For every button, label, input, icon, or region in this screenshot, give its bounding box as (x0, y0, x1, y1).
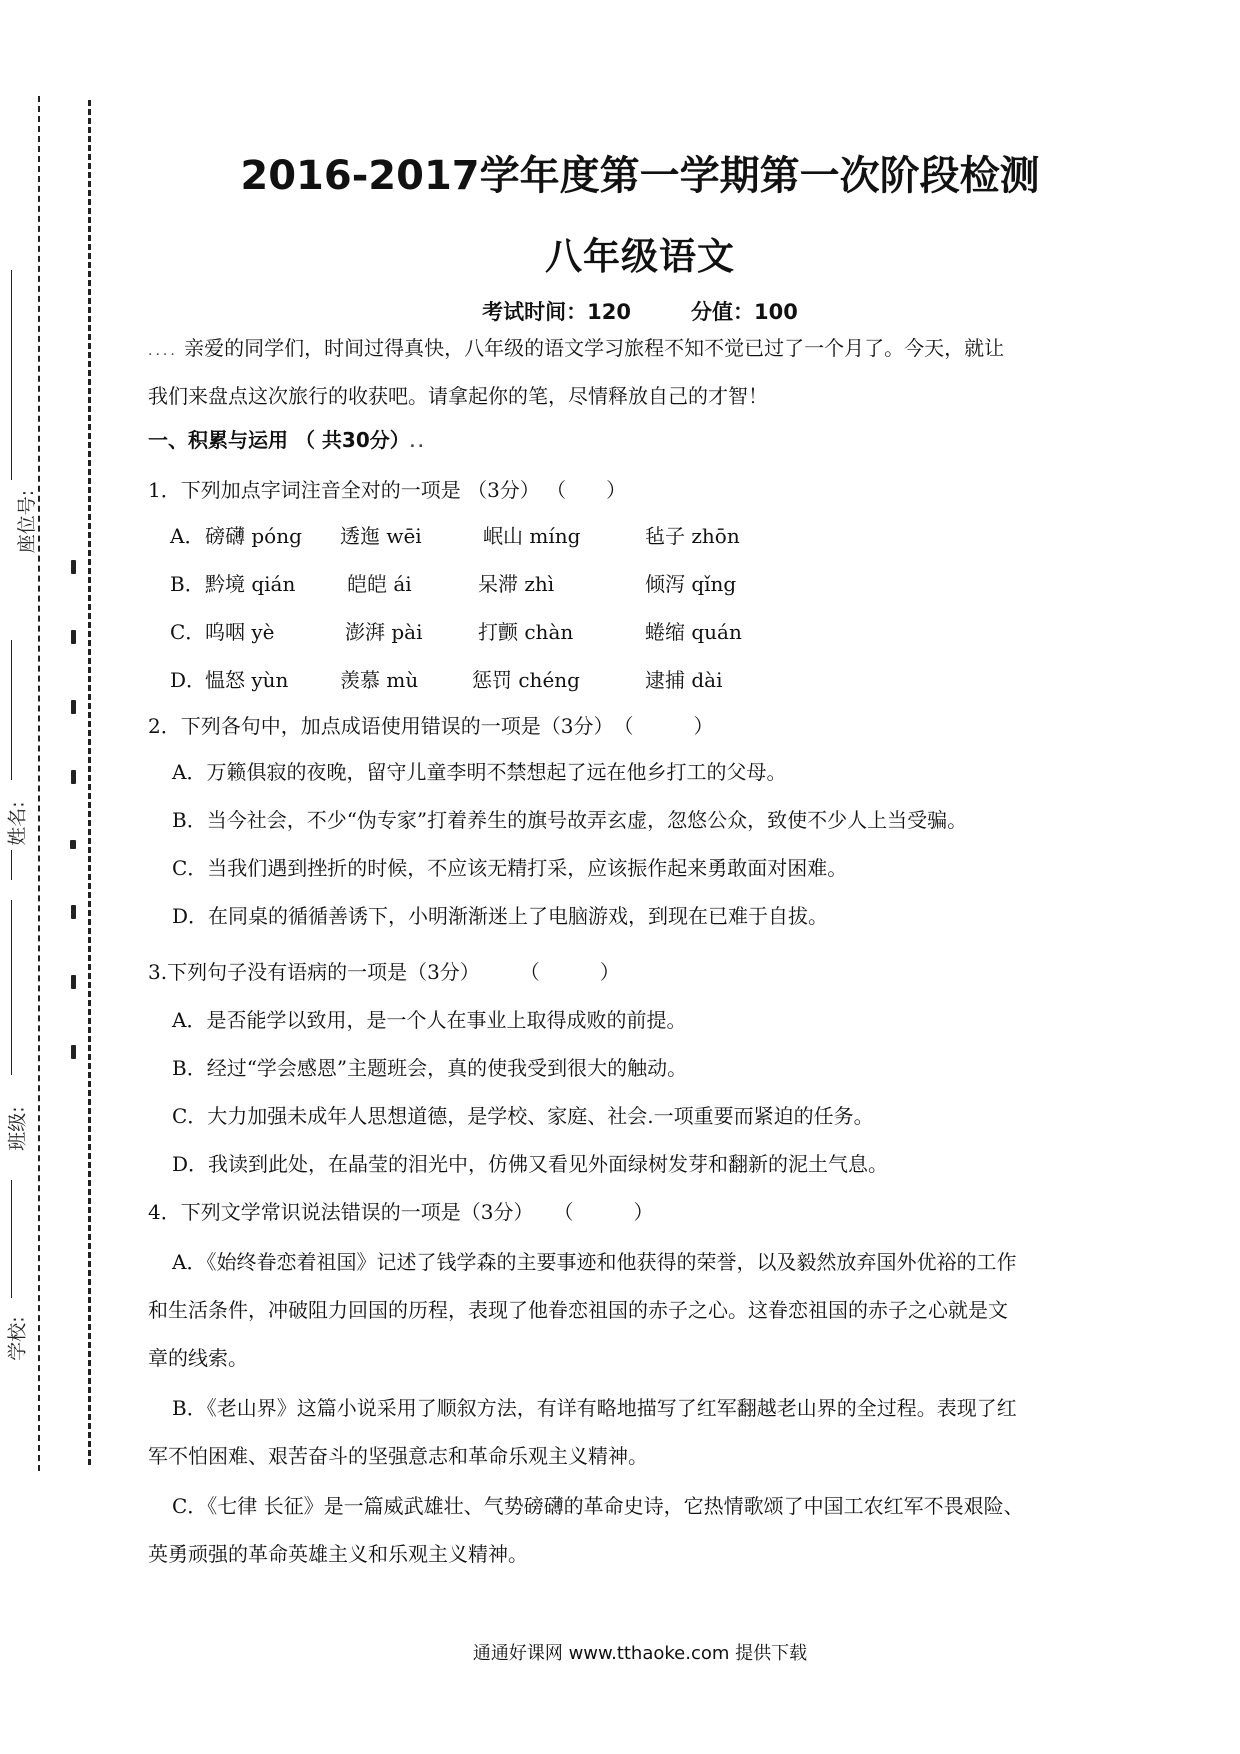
q3-option-d: D．我读到此处，在晶莹的泪光中，仿佛又看见外面绿树发芽和翻新的泥土气息。 (172, 1152, 889, 1176)
q1-item: 黔境 qián (205, 572, 296, 596)
q1-item: 磅礴 póng (205, 524, 302, 548)
q1-item: 逮捕 dài (645, 668, 723, 692)
margin-field-seat-number (0, 270, 39, 560)
q3-option-b: B．经过“学会感恩”主题班会，真的使我受到很大的触动。 (172, 1056, 688, 1080)
margin-field-name (0, 640, 28, 880)
q4-option-a-line-1: A．《始终眷恋着祖国》记述了钱学森的主要事迹和他获得的荣誉，以及毅然放弃国外优裕的工作 (172, 1250, 1017, 1274)
q4-option-a-line-2: 和生活条件，冲破阻力回国的历程，表现了他眷恋祖国的赤子之心。这眷恋祖国的赤子之心就是文 (148, 1298, 1008, 1322)
intro-line-1: .... 亲爱的同学们，时间过得真快，八年级的语文学习旅程不知不觉已过了一个月了。今天，就让 (148, 336, 1005, 360)
q2-option-a: A．万籁俱寂的夜晚，留守儿童李明不禁想起了远在他乡打工的父母。 (172, 760, 787, 784)
q1-item: 透迤 wēi (340, 524, 422, 548)
intro-lead-dots: .... (148, 343, 178, 359)
margin-label-school: 学校: (6, 1316, 29, 1361)
q2-option-b: B．当今社会，不少“伪专家”打着养生的旗号故弄玄虚，忽悠公众，致使不少人上当受骗。 (172, 808, 968, 832)
q1-item: 呆滞 zhì (478, 572, 555, 596)
margin-label-class: 班级: (6, 1106, 29, 1151)
q3-option-a: A．是否能学以致用，是一个人在事业上取得成败的前提。 (172, 1008, 687, 1032)
margin-field-class (0, 900, 28, 1160)
q1-item: 倾泻 qǐng (645, 572, 737, 596)
q1-item: 毡子 zhōn (645, 524, 740, 548)
q4-option-a-line-3: 章的线索。 (148, 1346, 248, 1370)
binding-seal-marks (67, 560, 79, 1115)
q2-option-c: C．当我们遇到挫折的时候，不应该无精打采，应该振作起来勇敢面对困难。 (172, 856, 848, 880)
q4-stem: 4．下列文学常识说法错误的一项是（3分） （ ） (148, 1200, 654, 1224)
q1-item: 皑皑 ái (347, 572, 412, 596)
q4-option-b-line-1: B．《老山界》这篇小说采用了顺叙方法，有详有略地描写了红军翻越老山界的全过程。表现了红 (172, 1396, 1017, 1420)
q1-item: 愠怒 yùn (205, 668, 289, 692)
q1-stem: 1．下列加点字词注音全对的一项是 （3分） （ ） (148, 478, 627, 502)
margin-label-seat-number: 座位号: (16, 489, 39, 554)
page-footer: 通通好课网 www.tthaoke.com 提供下载 (472, 1643, 808, 1664)
q4-option-c-line-2: 英勇顽强的革命英雄主义和乐观主义精神。 (148, 1542, 528, 1566)
q4-option-c-line-1: C．《七律 长征》是一篇威武雄壮、气势磅礴的革命史诗，它热情歌颂了中国工农红军不畏艰险、 (172, 1494, 1024, 1518)
margin-label-name: 姓名: (6, 801, 29, 846)
margin-field-school (0, 1180, 28, 1380)
q1-item: 蜷缩 quán (645, 620, 742, 644)
exam-score: 分值：100 (691, 300, 798, 324)
q4-option-b-line-2: 军不怕困难、艰苦奋斗的坚强意志和革命乐观主义精神。 (148, 1444, 648, 1468)
q1-item: 呜咽 yè (205, 620, 275, 644)
exam-info (140, 296, 1140, 326)
q3-stem: 3.下列句子没有语病的一项是（3分） （ ） (148, 960, 620, 984)
section-1-heading: 一、积累与运用 （ 共30分）.. (148, 428, 427, 452)
intro-line-2: 我们来盘点这次旅行的收获吧。请拿起你的笔，尽情释放自己的才智！ (148, 384, 768, 408)
q1-item: 惩罚 chéng (472, 668, 580, 692)
q2-option-d: D．在同桌的循循善诱下，小明渐渐迷上了电脑游戏，到现在已难于自拔。 (172, 904, 829, 928)
q1-item: 澎湃 pài (345, 620, 423, 644)
q3-option-c: C．大力加强未成年人思想道德，是学校、家庭、社会.一项重要而紧迫的任务。 (172, 1104, 874, 1128)
exam-time: 考试时间：120 (482, 300, 631, 324)
q1-item: 岷山 míng (483, 524, 581, 548)
q1-item: 羡慕 mù (340, 668, 419, 692)
exam-title: 2016-2017学年度第一学期第一次阶段检测 (240, 153, 1040, 199)
binding-cut-line-inner (88, 100, 91, 1465)
q2-stem: 2．下列各句中，加点成语使用错误的一项是（3分） （ ） (148, 714, 714, 738)
q1-item: 打颤 chàn (478, 620, 574, 644)
binding-cut-line-outer (38, 96, 40, 1471)
exam-subtitle: 八年级语文 (545, 235, 735, 278)
